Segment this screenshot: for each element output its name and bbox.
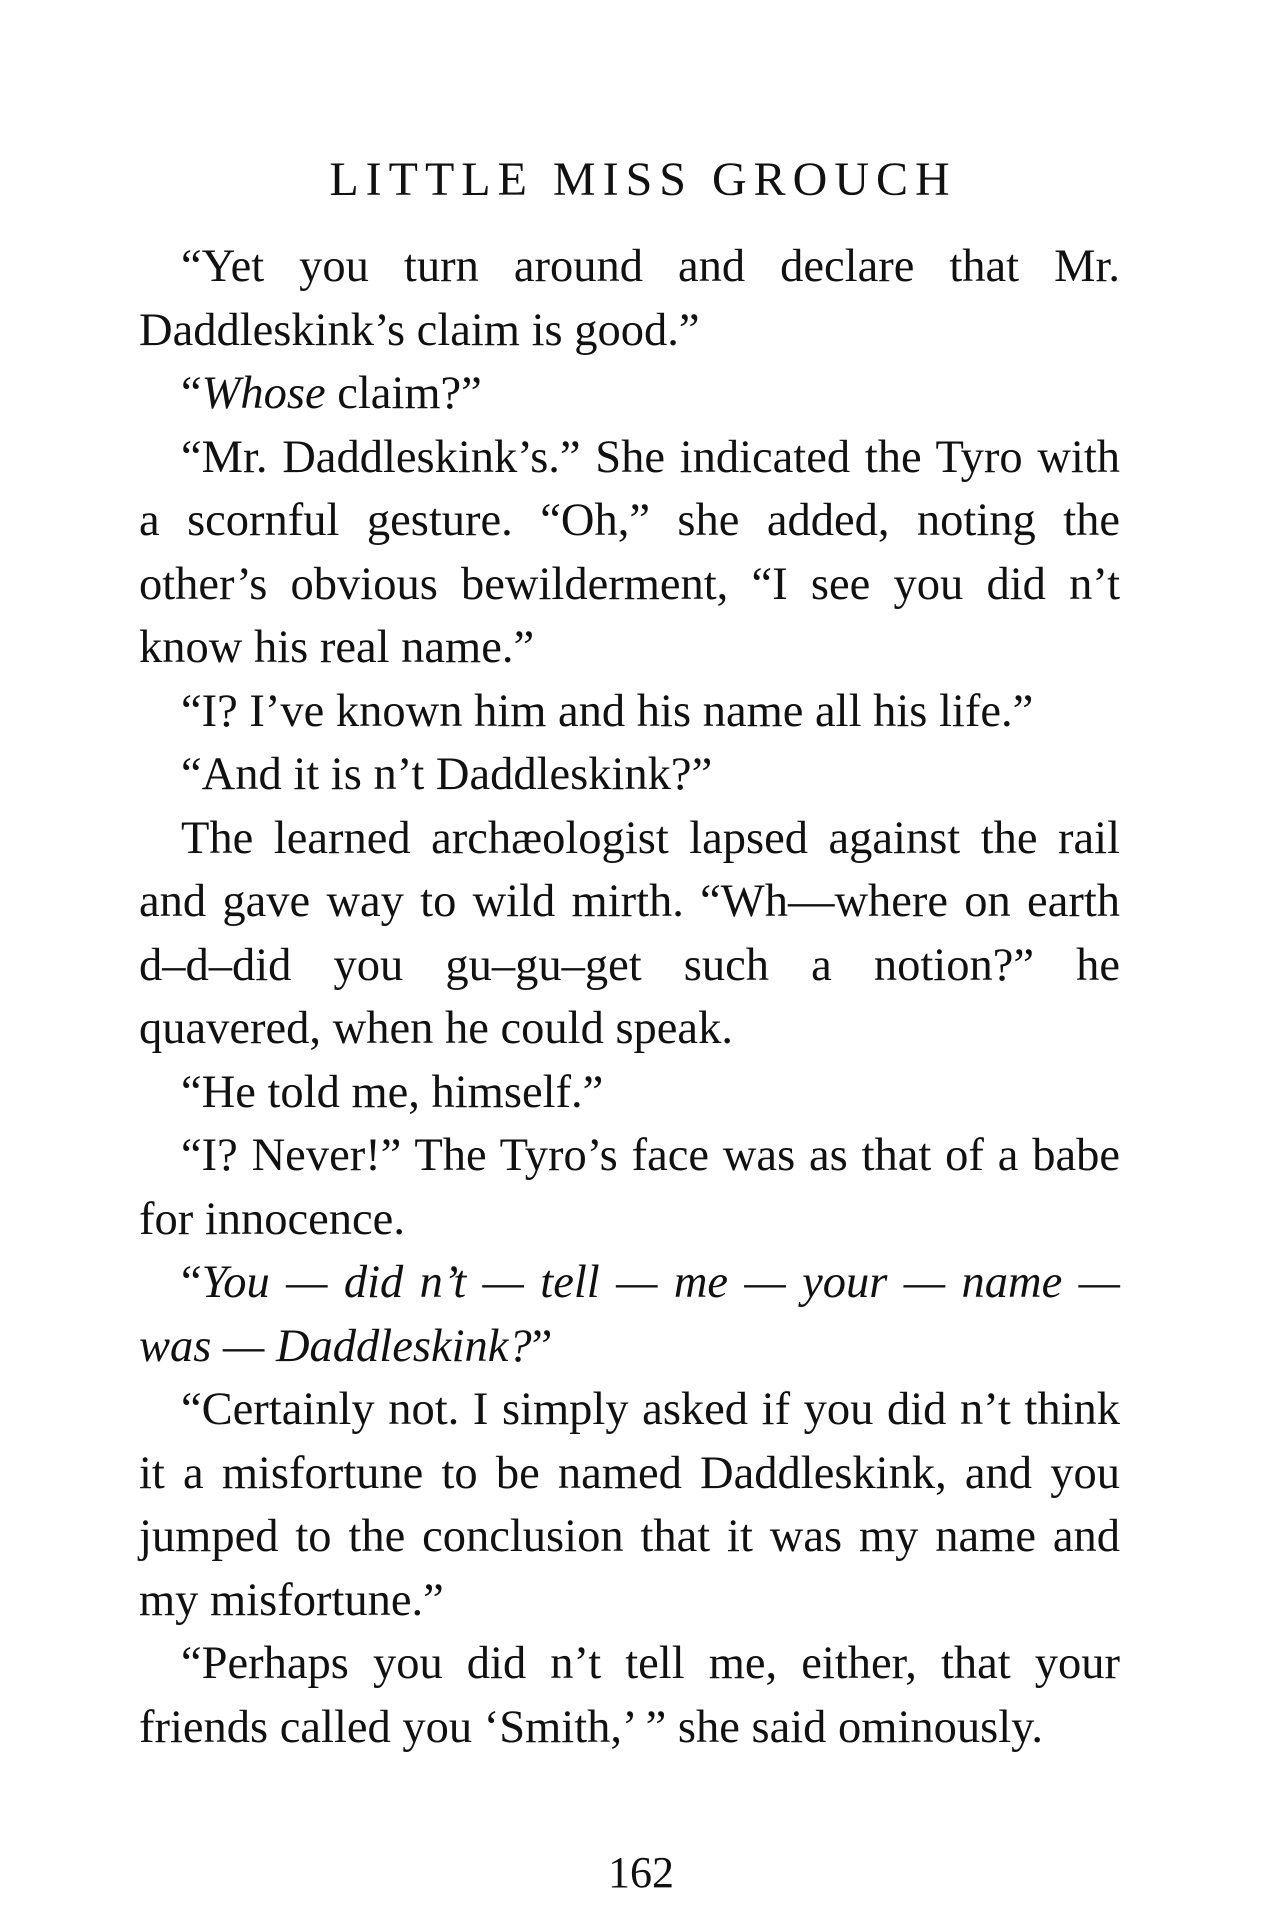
- body-text: [139, 235, 1120, 1759]
- paragraph: “And it is n’t Daddleskink?”: [181, 749, 713, 800]
- paragraph: “Certainly not. I simply asked if you did n’t think it a misfortune to be named Daddleskink, and you jumped to the conclusion that it was my name and my misfortune.”: [139, 1384, 1120, 1626]
- quote-mark: “: [181, 368, 202, 419]
- running-head: LITTLE MISS GROUCH: [329, 153, 957, 206]
- italic-text: Whose: [201, 368, 326, 419]
- paragraph: “He told me, himself.”: [181, 1066, 604, 1118]
- page-number: 162: [608, 1848, 674, 1897]
- paragraph: “I? Never!” The Tyro’s face was as that of a babe for innocence.: [139, 1130, 1120, 1245]
- paragraph: The learned archæologist lapsed against the rail and gave way to wild mirth. “Wh—where on earth d–d–did you gu–gu–get such a notion?” he quavered, when he could speak.: [139, 812, 1120, 1054]
- italic-text: You — did n’t — tell — me — your — name — was — Daddleskink?: [139, 1257, 1120, 1372]
- quote-mark: ”: [531, 1320, 553, 1372]
- quote-mark: “: [181, 1257, 202, 1308]
- paragraph: “Yet you turn around and declare that Mr. Daddleskink’s claim is good.”: [139, 241, 1120, 356]
- paragraph: “I? I’ve known him and his name all his life.”: [181, 685, 1034, 737]
- paragraph: “Mr. Daddleskink’s.” She indicated the Tyro with a scornful gesture. “Oh,” she added, noting the other’s obvious bewilderment, “I see you did n’t know his real name.”: [139, 431, 1120, 673]
- paragraph: [139, 362, 1120, 426]
- paragraph: “Perhaps you did n’t tell me, either, that your friends called you ‘Smith,’ ” she said ominously.: [139, 1638, 1120, 1753]
- paragraph: [139, 1251, 1120, 1378]
- paragraph-text: claim?”: [325, 368, 482, 419]
